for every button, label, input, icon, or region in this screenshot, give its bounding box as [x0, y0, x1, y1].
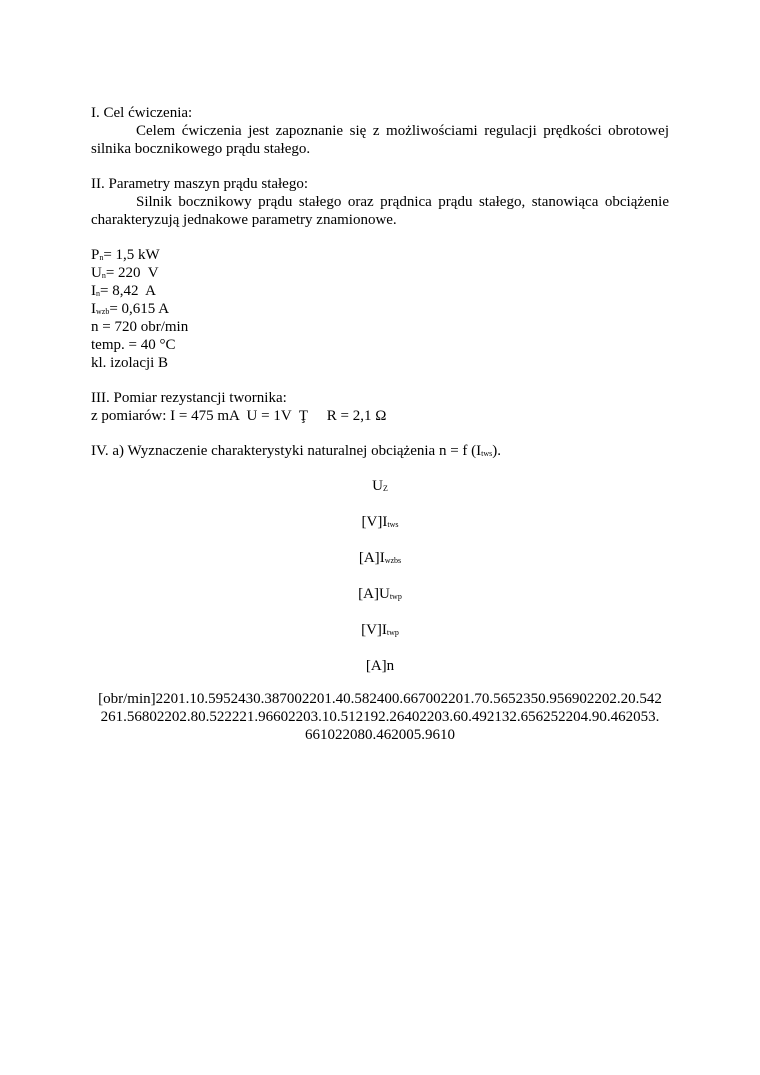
- section-1-title: I. Cel ćwiczenia:: [91, 105, 193, 121]
- parameter-item: kl. izolacji B: [91, 355, 169, 371]
- section-2-body: Silnik bocznikowy prądu stałego oraz prądnica prądu stałego, stanowiąca obciążenie charakteryzują jednakowe parametry znamionowe.: [91, 194, 669, 228]
- parameter-item: $P_n= 1,5$ kW: [91, 247, 160, 263]
- table-header: $[A]I_{wzbs}$: [358, 550, 402, 566]
- table-header: $[A]U_{twp}$: [358, 586, 402, 602]
- table-data: [91, 690, 669, 744]
- data-line: [obr/min]2201.10.5952430.387002201.40.582400.667002201.70.5652350.956902202.20.542: [98, 691, 662, 707]
- section-2-title: II. Parametry maszyn prądu stałego:: [91, 176, 309, 192]
- table-header: [A]n: [365, 658, 395, 674]
- parameter-item: $I_n= 8,42$ A: [91, 283, 156, 299]
- resistance-measurement: z pomiarów: I = 475 mA U = 1V Ţ R = 2,1 Ω: [91, 408, 387, 424]
- section-4-title: IV. a) Wyznaczenie charakterystyki naturalnej obciążenia n = f $(I_{tws})$.: [91, 443, 502, 459]
- document-page: [91, 104, 669, 744]
- parameter-item: n = 720 obr/min: [91, 319, 189, 335]
- table-header: $[V]I_{tws}$: [361, 514, 399, 530]
- table-header: $[V]I_{twp}$: [361, 622, 399, 638]
- table-header: $U_Z$: [372, 478, 388, 494]
- parameter-item: $I_{wzb}= 0,615$ A: [91, 301, 170, 317]
- section-1-body: Celem ćwiczenia jest zapoznanie się z możliwościami regulacji prędkości obrotowej silnika bocznikowego prądu stałego.: [91, 123, 669, 157]
- parameters-list: [91, 246, 669, 372]
- data-line: 261.56802202.80.522221.96602203.10.512192.26402203.60.492132.656252204.90.462053.: [100, 709, 660, 725]
- parameter-item: temp. = 40 °C: [91, 337, 176, 353]
- data-line: 661022080.462005.9610: [305, 727, 455, 743]
- section-3-title: III. Pomiar rezystancji twornika:: [91, 390, 287, 406]
- parameter-item: $U_n= 220$ V: [91, 265, 159, 281]
- table-headers: [91, 477, 669, 690]
